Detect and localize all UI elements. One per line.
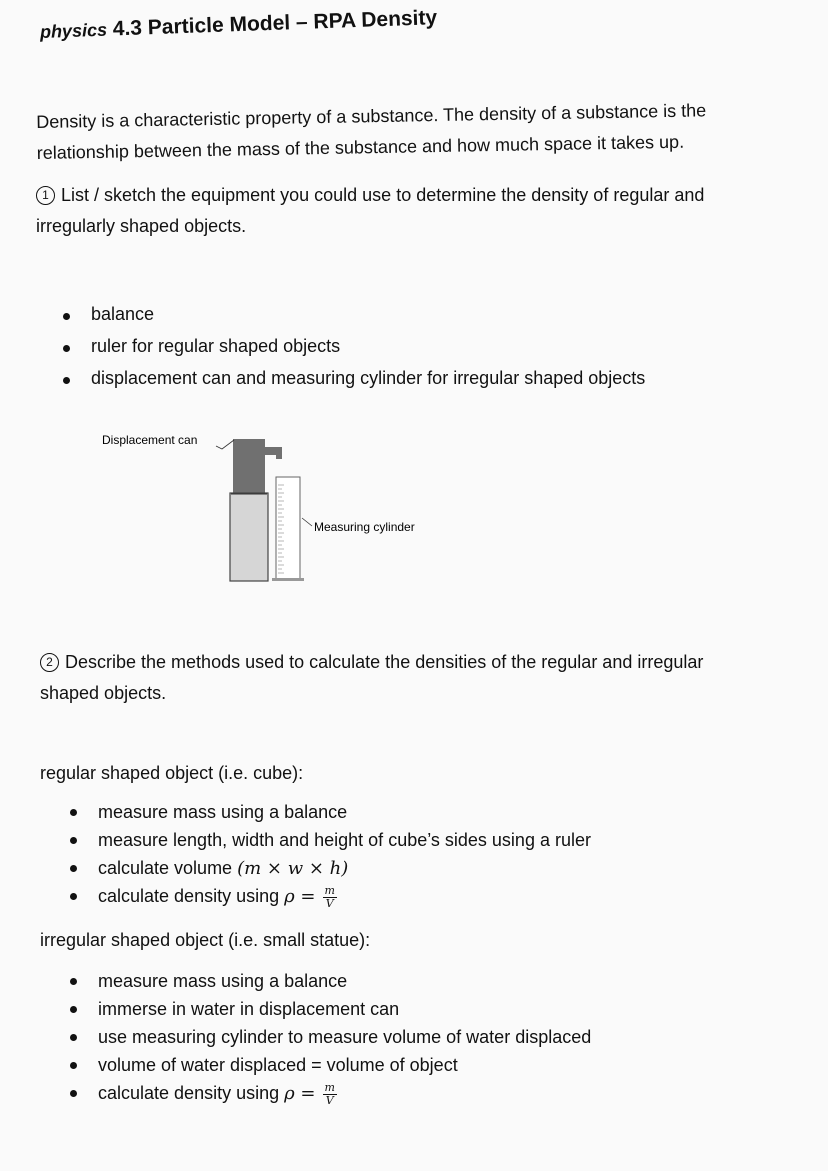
list-item: volume of water displaced = volume of object: [70, 1051, 591, 1079]
list-item: [70, 882, 591, 910]
intro-line-1: Density is a characteristic property of a substance. The density of a substance is the: [36, 100, 707, 132]
density-formula-lhs: ρ =: [284, 1083, 316, 1104]
regular-method-list: [70, 798, 591, 910]
list-item: measure length, width and height of cube’s sides using a ruler: [70, 826, 591, 854]
intro-line-2: relationship between the mass of the substance and how much space it takes up.: [36, 131, 685, 163]
fraction-denominator: V: [325, 896, 334, 910]
measuring-cylinder-label: Measuring cylinder: [314, 520, 415, 534]
fraction-denominator: V: [325, 1093, 334, 1107]
displacement-can: [230, 439, 282, 581]
irregular-object-heading: irregular shaped object (i.e. small statue):: [40, 930, 371, 950]
equipment-diagram: [100, 425, 460, 595]
displacement-can-label: Displacement can: [102, 433, 198, 447]
density-fraction: [323, 885, 337, 910]
question-1-number: 1: [36, 186, 55, 205]
title-text: 4.3 Particle Model – RPA Density: [112, 6, 438, 41]
fraction-numerator: m: [324, 1080, 335, 1094]
density-step-text: calculate density using: [98, 1083, 280, 1103]
title-prefix: physics: [39, 19, 108, 42]
question-1-line-1: List / sketch the equipment you could use to determine the density of regular and: [61, 185, 705, 205]
volume-step-text: calculate volume: [98, 858, 233, 878]
density-fraction: [323, 1082, 337, 1107]
question-2: [40, 647, 703, 709]
question-2-number: 2: [40, 653, 59, 672]
list-item: measure mass using a balance: [70, 967, 591, 995]
density-formula-lhs: ρ =: [284, 886, 316, 907]
question-2-line-2: shaped objects.: [40, 683, 167, 703]
page-title: [40, 4, 501, 44]
question-1: [36, 180, 704, 242]
list-item: [70, 854, 591, 882]
equipment-list: [63, 300, 645, 396]
fraction-numerator: m: [324, 883, 335, 897]
list-item: displacement can and measuring cylinder for irregular shaped objects: [63, 364, 645, 396]
regular-object-heading: regular shaped object (i.e. cube):: [40, 763, 304, 783]
intro-paragraph: [36, 95, 707, 169]
list-item: balance: [63, 300, 645, 332]
list-item: use measuring cylinder to measure volume of water displaced: [70, 1023, 591, 1051]
irregular-method-list: [70, 967, 591, 1107]
list-item: [70, 1079, 591, 1107]
volume-formula: (m × w × h): [237, 858, 349, 879]
measuring-cylinder: [272, 477, 304, 581]
question-1-line-2: irregularly shaped objects.: [36, 216, 247, 236]
question-2-line-1: Describe the methods used to calculate the densities of the regular and irregular: [65, 652, 704, 672]
list-item: immerse in water in displacement can: [70, 995, 591, 1023]
list-item: ruler for regular shaped objects: [63, 332, 645, 364]
density-step-text: calculate density using: [98, 886, 280, 906]
list-item: measure mass using a balance: [70, 798, 591, 826]
